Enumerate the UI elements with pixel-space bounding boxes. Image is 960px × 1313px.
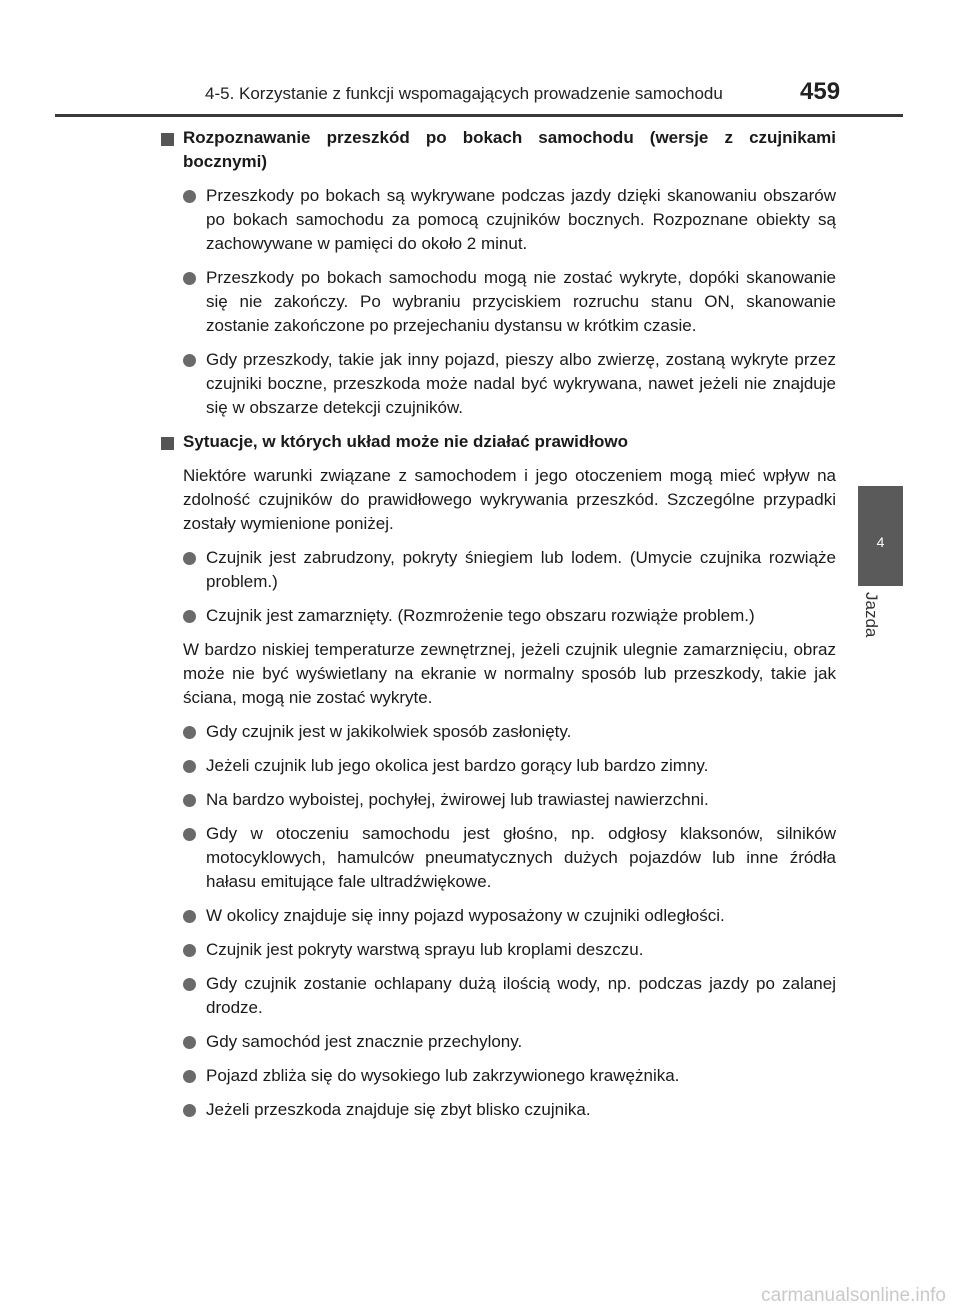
round-bullet-icon <box>183 828 196 841</box>
list-item-text: Gdy przeszkody, takie jak inny pojazd, pieszy albo zwierzę, zostaną wykryte przez czujniki boczne, przeszkoda może nadal być wykrywana, nawet jeżeli nie znajduje się w obszarze detekcji czujników. <box>206 350 836 417</box>
list-item-text: Na bardzo wyboistej, pochyłej, żwirowej lub trawiastej nawierzchni. <box>206 790 709 809</box>
round-bullet-icon <box>183 726 196 739</box>
square-bullet-icon <box>161 437 174 450</box>
round-bullet-icon <box>183 1070 196 1083</box>
list-item <box>183 972 836 1020</box>
list-item <box>183 266 836 338</box>
page-header <box>0 0 960 118</box>
round-bullet-icon <box>183 760 196 773</box>
round-bullet-icon <box>183 1036 196 1049</box>
round-bullet-icon <box>183 910 196 923</box>
list-item <box>183 1098 836 1122</box>
list-item <box>183 184 836 256</box>
round-bullet-icon <box>183 610 196 623</box>
round-bullet-icon <box>183 944 196 957</box>
note-paragraph: W bardzo niskiej temperaturze zewnętrznej, jeżeli czujnik ulegnie zamarznięciu, obraz może nie być wyświetlany na ekranie w normalny sposób lub przeszkody, takie jak ściana, mogą nie zostać wykryte. <box>183 640 836 707</box>
square-bullet-icon <box>161 133 174 146</box>
list-item-text: Przeszkody po bokach są wykrywane podczas jazdy dzięki skanowaniu obszarów po bokach samochodu za pomocą czujników bocznych. Rozpoznane obiekty są zachowywane w pamięci do około 2 minut. <box>206 186 836 253</box>
chapter-tab-number: 4 <box>876 534 885 550</box>
list-item <box>183 1064 836 1088</box>
site-watermark: carmanualsonline.info <box>761 1285 946 1306</box>
section-heading <box>160 430 836 454</box>
round-bullet-icon <box>183 354 196 367</box>
round-bullet-icon <box>183 1104 196 1117</box>
list-item-text: Pojazd zbliża się do wysokiego lub zakrzywionego krawężnika. <box>206 1066 680 1085</box>
chapter-tab-label-text: Jazda <box>862 592 881 638</box>
list-item <box>183 720 836 744</box>
list-item <box>183 546 836 594</box>
list-item <box>183 822 836 894</box>
list-item <box>183 1030 836 1054</box>
list-item-text: Czujnik jest zamarznięty. (Rozmrożenie tego obszaru rozwiąże problem.) <box>206 606 755 625</box>
list-item <box>183 788 836 812</box>
page-number: 459 <box>800 78 841 105</box>
intro-paragraph: Niektóre warunki związane z samochodem i jego otoczeniem mogą mieć wpływ na zdolność czujników do prawidłowego wykrywania przeszkód. Szczególne przypadki zostały wymienione poniżej. <box>183 466 836 533</box>
section-heading-text: Rozpoznawanie przeszkód po bokach samochodu (wersje z czujnikami bocznymi) <box>183 128 836 171</box>
round-bullet-icon <box>183 272 196 285</box>
list-item-text: Gdy w otoczeniu samochodu jest głośno, np. odgłosy klaksonów, silników motocyklowych, hamulców pneumatycznych dużych pojazdów lub inne źródła hałasu emitujące fale ultradźwiękowe. <box>206 824 836 891</box>
list-item-text: Gdy samochód jest znacznie przechylony. <box>206 1032 523 1051</box>
list-item-text: Czujnik jest zabrudzony, pokryty śniegiem lub lodem. (Umycie czujnika rozwiąże problem.) <box>206 548 836 591</box>
round-bullet-icon <box>183 190 196 203</box>
list-item <box>183 904 836 928</box>
round-bullet-icon <box>183 794 196 807</box>
list-item-text: Gdy czujnik zostanie ochlapany dużą ilością wody, np. podczas jazdy po zalanej drodze. <box>206 974 836 1017</box>
main-content <box>160 126 836 1132</box>
section-heading <box>160 126 836 174</box>
list-item-text: Jeżeli przeszkoda znajduje się zbyt blisko czujnika. <box>206 1100 591 1119</box>
list-item <box>183 348 836 420</box>
chapter-tab <box>858 486 903 586</box>
list-item-text: W okolicy znajduje się inny pojazd wyposażony w czujniki odległości. <box>206 906 725 925</box>
list-item-text: Jeżeli czujnik lub jego okolica jest bardzo gorący lub bardzo zimny. <box>206 756 709 775</box>
round-bullet-icon <box>183 552 196 565</box>
list-item-text: Gdy czujnik jest w jakikolwiek sposób zasłonięty. <box>206 722 572 741</box>
list-item-text: Czujnik jest pokryty warstwą sprayu lub kroplami deszczu. <box>206 940 644 959</box>
list-item <box>183 754 836 778</box>
chapter-tab-label <box>856 592 906 652</box>
list-item-text: Przeszkody po bokach samochodu mogą nie zostać wykryte, dopóki skanowanie się nie zakończy. Po wybraniu przyciskiem rozruchu stanu ON, skanowanie zostanie zakończone po przejechaniu dystansu w krótkim czasie. <box>206 268 836 335</box>
section-heading-text: Sytuacje, w których układ może nie działać prawidłowo <box>183 432 628 451</box>
chapter-title: 4-5. Korzystanie z funkcji wspomagających prowadzenie samochodu <box>205 84 723 103</box>
header-divider <box>55 114 903 117</box>
round-bullet-icon <box>183 978 196 991</box>
list-item <box>183 938 836 962</box>
list-item <box>183 604 836 628</box>
